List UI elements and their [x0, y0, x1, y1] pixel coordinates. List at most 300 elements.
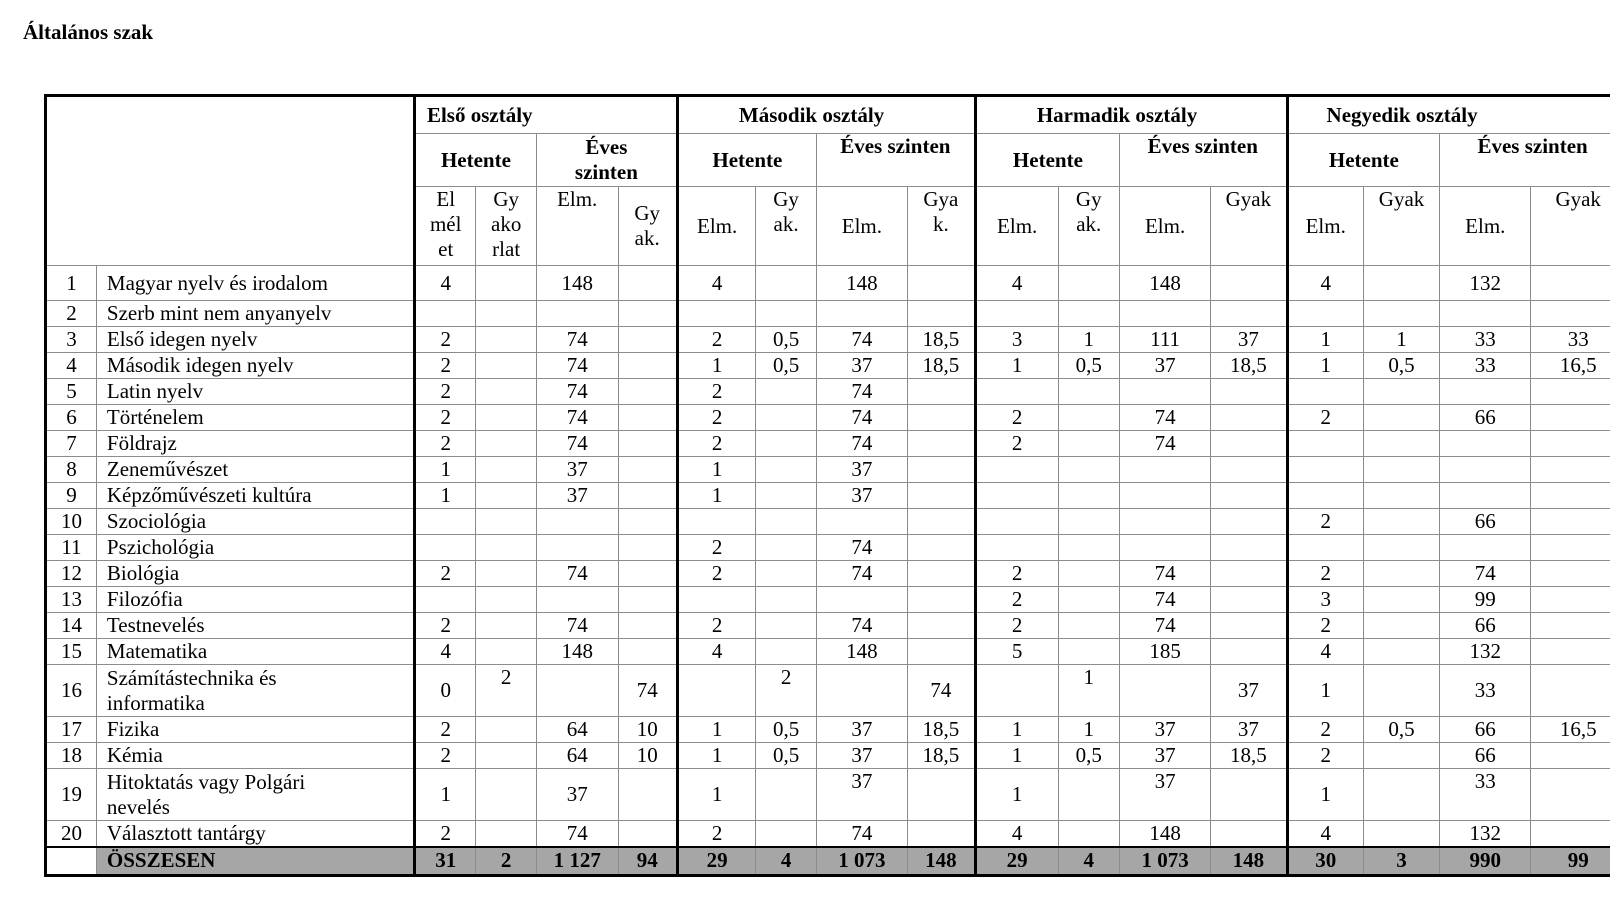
cell-value: 74	[1120, 587, 1211, 613]
total-row	[46, 847, 1610, 875]
cell-value	[1058, 639, 1119, 665]
cell-value	[476, 509, 536, 535]
cell-value	[1211, 483, 1287, 509]
subheader-g3-4: Gyak	[1211, 187, 1287, 266]
cell-value: 2	[414, 431, 475, 457]
cell-value: 1	[1287, 769, 1363, 821]
cell-value	[756, 457, 816, 483]
cell-value	[1440, 457, 1531, 483]
row-number: 11	[46, 535, 97, 561]
total-value: 2	[476, 847, 536, 875]
cell-value	[1363, 535, 1439, 561]
cell-value: 33	[1531, 327, 1610, 353]
cell-value	[1531, 405, 1610, 431]
cell-value	[1120, 379, 1211, 405]
cell-value	[476, 379, 536, 405]
cell-value: 2	[677, 821, 755, 848]
cell-value	[677, 301, 755, 327]
cell-value: 74	[618, 665, 677, 717]
subject-name: Magyar nyelv és irodalom	[96, 266, 414, 301]
cell-value: 37	[536, 769, 618, 821]
cell-value: 37	[816, 483, 907, 509]
cell-value: 74	[816, 561, 907, 587]
cell-value	[476, 561, 536, 587]
cell-value	[618, 327, 677, 353]
cell-value	[476, 613, 536, 639]
cell-value	[476, 769, 536, 821]
cell-value	[1058, 483, 1119, 509]
cell-value	[1531, 665, 1610, 717]
cell-value	[756, 266, 816, 301]
cell-value	[1287, 301, 1363, 327]
cell-value	[1058, 405, 1119, 431]
cell-value: 148	[536, 266, 618, 301]
cell-value	[1120, 665, 1211, 717]
cell-value: 0,5	[1058, 743, 1119, 769]
cell-value: 2	[975, 613, 1058, 639]
row-number: 19	[46, 769, 97, 821]
cell-value: 66	[1440, 509, 1531, 535]
subheader-g2-1: Elm.	[677, 187, 755, 266]
cell-value: 33	[1440, 665, 1531, 717]
cell-value: 33	[1440, 353, 1531, 379]
cell-value	[476, 301, 536, 327]
group-header-first: Első osztály	[414, 96, 677, 134]
subheader-g4-2: Gyak	[1363, 187, 1439, 266]
table-row	[46, 379, 1610, 405]
cell-value	[618, 301, 677, 327]
cell-value	[975, 535, 1058, 561]
table-row	[46, 535, 1610, 561]
cell-value	[618, 639, 677, 665]
cell-value	[816, 301, 907, 327]
cell-value	[1440, 535, 1531, 561]
cell-value: 74	[1120, 613, 1211, 639]
total-value: 29	[975, 847, 1058, 875]
cell-value	[536, 535, 618, 561]
cell-value	[1531, 509, 1610, 535]
cell-value	[1531, 379, 1610, 405]
cell-value: 0	[414, 665, 475, 717]
cell-value	[1120, 509, 1211, 535]
cell-value	[816, 587, 907, 613]
cell-value	[1287, 379, 1363, 405]
table-row	[46, 405, 1610, 431]
cell-value	[618, 266, 677, 301]
cell-value	[816, 509, 907, 535]
cell-value	[476, 431, 536, 457]
page-title: Általános szak	[23, 20, 154, 44]
cell-value: 74	[1120, 431, 1211, 457]
subheader-g3-2: Gy ak.	[1058, 187, 1119, 266]
table-row	[46, 431, 1610, 457]
subheader-g1-3: Elm.	[536, 187, 618, 266]
cell-value	[618, 509, 677, 535]
cell-value	[476, 266, 536, 301]
cell-value: 0,5	[1058, 353, 1119, 379]
cell-value	[1440, 483, 1531, 509]
cell-value: 10	[618, 743, 677, 769]
total-value: 3	[1363, 847, 1439, 875]
cell-value	[1211, 509, 1287, 535]
total-value: 29	[677, 847, 755, 875]
subject-name: Szociológia	[96, 509, 414, 535]
table-row	[46, 301, 1610, 327]
cell-value: 99	[1440, 587, 1531, 613]
subheader-g3-1: Elm.	[975, 187, 1058, 266]
cell-value	[907, 431, 975, 457]
cell-value	[1058, 587, 1119, 613]
cell-value	[1363, 587, 1439, 613]
annual-header-1: Éves szinten	[536, 134, 677, 187]
cell-value	[1058, 561, 1119, 587]
total-value: 4	[756, 847, 816, 875]
cell-value	[756, 483, 816, 509]
cell-value: 185	[1120, 639, 1211, 665]
row-number: 12	[46, 561, 97, 587]
curriculum-table	[44, 94, 1610, 877]
subject-name: Biológia	[96, 561, 414, 587]
table-row	[46, 665, 1610, 717]
subject-name: Zeneművészet	[96, 457, 414, 483]
cell-value	[677, 587, 755, 613]
cell-value	[1211, 769, 1287, 821]
cell-value	[1363, 301, 1439, 327]
cell-value	[1058, 457, 1119, 483]
cell-value: 1	[677, 769, 755, 821]
cell-value	[476, 717, 536, 743]
cell-value	[1440, 431, 1531, 457]
total-label: ÖSSZESEN	[96, 847, 414, 875]
cell-value: 148	[536, 639, 618, 665]
table-row	[46, 639, 1610, 665]
subheader-g1-1: El mél et	[414, 187, 475, 266]
cell-value	[536, 301, 618, 327]
cell-value	[1363, 509, 1439, 535]
cell-value	[975, 379, 1058, 405]
cell-value	[1287, 431, 1363, 457]
cell-value: 37	[1120, 717, 1211, 743]
cell-value	[1120, 535, 1211, 561]
subheader-g4-3: Elm.	[1440, 187, 1531, 266]
cell-value: 74	[536, 405, 618, 431]
cell-value: 2	[1287, 743, 1363, 769]
cell-value: 66	[1440, 613, 1531, 639]
total-value: 4	[1058, 847, 1119, 875]
cell-value	[1531, 769, 1610, 821]
row-number: 4	[46, 353, 97, 379]
cell-value: 1	[414, 457, 475, 483]
cell-value: 74	[536, 561, 618, 587]
cell-value	[1363, 561, 1439, 587]
cell-value	[1211, 821, 1287, 848]
cell-value: 66	[1440, 743, 1531, 769]
cell-value: 1	[1287, 353, 1363, 379]
cell-value: 37	[536, 457, 618, 483]
cell-value	[756, 535, 816, 561]
cell-value: 37	[1211, 327, 1287, 353]
cell-value	[1120, 457, 1211, 483]
cell-value	[1440, 379, 1531, 405]
cell-value	[1363, 405, 1439, 431]
cell-value	[1531, 483, 1610, 509]
subject-name: Második idegen nyelv	[96, 353, 414, 379]
cell-value: 2	[414, 405, 475, 431]
cell-value: 2	[677, 613, 755, 639]
cell-value: 74	[536, 379, 618, 405]
cell-value: 74	[536, 431, 618, 457]
cell-value: 1	[975, 717, 1058, 743]
cell-value	[476, 821, 536, 848]
cell-value	[1058, 379, 1119, 405]
row-number: 1	[46, 266, 97, 301]
cell-value: 1	[677, 483, 755, 509]
group-header-third: Harmadik osztály	[975, 96, 1287, 134]
cell-value: 74	[816, 431, 907, 457]
row-number: 7	[46, 431, 97, 457]
cell-value	[618, 769, 677, 821]
cell-value: 37	[1120, 769, 1211, 821]
cell-value: 1	[677, 717, 755, 743]
row-number: 8	[46, 457, 97, 483]
cell-value	[1058, 301, 1119, 327]
row-number: 2	[46, 301, 97, 327]
cell-value	[1363, 483, 1439, 509]
cell-value	[476, 327, 536, 353]
cell-value: 64	[536, 743, 618, 769]
cell-value	[816, 665, 907, 717]
cell-value: 37	[536, 483, 618, 509]
cell-value	[1531, 561, 1610, 587]
total-value: 990	[1440, 847, 1531, 875]
cell-value: 1	[414, 483, 475, 509]
cell-value	[1531, 301, 1610, 327]
cell-value: 132	[1440, 821, 1531, 848]
cell-value: 74	[1120, 561, 1211, 587]
cell-value	[1363, 457, 1439, 483]
cell-value	[907, 457, 975, 483]
cell-value	[476, 457, 536, 483]
cell-value	[907, 379, 975, 405]
cell-value: 4	[414, 266, 475, 301]
cell-value	[476, 639, 536, 665]
table-row	[46, 587, 1610, 613]
cell-value	[414, 301, 475, 327]
row-number: 16	[46, 665, 97, 717]
cell-value	[618, 483, 677, 509]
subject-name: Választott tantárgy	[96, 821, 414, 848]
cell-value	[1531, 535, 1610, 561]
cell-value	[756, 431, 816, 457]
cell-value: 0,5	[756, 717, 816, 743]
cell-value: 1	[1363, 327, 1439, 353]
cell-value	[1120, 301, 1211, 327]
row-number: 3	[46, 327, 97, 353]
cell-value	[1058, 509, 1119, 535]
cell-value: 33	[1440, 769, 1531, 821]
cell-value	[1531, 639, 1610, 665]
table-row	[46, 613, 1610, 639]
subheader-g1-2: Gy ako rlat	[476, 187, 536, 266]
cell-value	[1531, 743, 1610, 769]
cell-value	[618, 431, 677, 457]
total-value: 30	[1287, 847, 1363, 875]
subheader-g4-1: Elm.	[1287, 187, 1363, 266]
cell-value	[756, 639, 816, 665]
cell-value: 74	[816, 405, 907, 431]
subject-name: Testnevelés	[96, 613, 414, 639]
cell-value: 74	[816, 821, 907, 848]
cell-value	[907, 301, 975, 327]
cell-value: 2	[414, 743, 475, 769]
cell-value: 1	[975, 769, 1058, 821]
cell-value: 2	[677, 535, 755, 561]
cell-value: 111	[1120, 327, 1211, 353]
cell-value: 0,5	[756, 743, 816, 769]
cell-value: 2	[677, 405, 755, 431]
row-number: 17	[46, 717, 97, 743]
cell-value: 0,5	[1363, 353, 1439, 379]
cell-value: 1	[1058, 327, 1119, 353]
cell-value: 37	[1120, 743, 1211, 769]
table-row	[46, 769, 1610, 821]
table-row	[46, 266, 1610, 301]
cell-value	[907, 769, 975, 821]
cell-value: 2	[1287, 717, 1363, 743]
cell-value: 74	[816, 379, 907, 405]
annual-header-2: Éves szinten	[816, 134, 975, 187]
cell-value	[1058, 266, 1119, 301]
cell-value	[476, 405, 536, 431]
cell-value: 2	[1287, 613, 1363, 639]
cell-value: 74	[1120, 405, 1211, 431]
weekly-header-3: Hetente	[975, 134, 1119, 187]
cell-value: 2	[975, 587, 1058, 613]
cell-value: 1	[1287, 665, 1363, 717]
cell-value	[476, 483, 536, 509]
total-blank-cell	[46, 847, 97, 875]
cell-value	[1211, 457, 1287, 483]
cell-value	[618, 457, 677, 483]
cell-value: 2	[975, 431, 1058, 457]
table-row	[46, 457, 1610, 483]
cell-value: 16,5	[1531, 717, 1610, 743]
cell-value: 148	[1120, 821, 1211, 848]
cell-value	[907, 535, 975, 561]
cell-value: 37	[816, 743, 907, 769]
group-header-second: Második osztály	[677, 96, 975, 134]
total-value: 99	[1531, 847, 1610, 875]
table-row	[46, 483, 1610, 509]
cell-value	[975, 665, 1058, 717]
cell-value	[1211, 639, 1287, 665]
cell-value	[1058, 535, 1119, 561]
cell-value: 74	[536, 613, 618, 639]
cell-value: 2	[414, 821, 475, 848]
cell-value: 1	[1058, 717, 1119, 743]
cell-value: 37	[1211, 665, 1287, 717]
cell-value: 37	[816, 457, 907, 483]
cell-value	[907, 613, 975, 639]
cell-value: 1	[414, 769, 475, 821]
cell-value: 74	[816, 535, 907, 561]
table-row	[46, 353, 1610, 379]
cell-value	[1211, 561, 1287, 587]
cell-value: 18,5	[907, 353, 975, 379]
cell-value: 1	[1058, 665, 1119, 717]
cell-value: 37	[816, 717, 907, 743]
cell-value	[975, 483, 1058, 509]
cell-value: 148	[816, 266, 907, 301]
cell-value: 4	[677, 639, 755, 665]
cell-value: 64	[536, 717, 618, 743]
cell-value: 18,5	[907, 743, 975, 769]
cell-value: 2	[975, 561, 1058, 587]
cell-value	[1211, 613, 1287, 639]
subheader-g1-4: Gy ak.	[618, 187, 677, 266]
cell-value	[756, 769, 816, 821]
cell-value	[476, 587, 536, 613]
cell-value: 2	[677, 431, 755, 457]
cell-value: 1	[677, 353, 755, 379]
cell-value: 10	[618, 717, 677, 743]
cell-value	[414, 509, 475, 535]
total-value: 1 073	[1120, 847, 1211, 875]
cell-value	[1363, 431, 1439, 457]
cell-value	[1363, 379, 1439, 405]
weekly-header-4: Hetente	[1287, 134, 1440, 187]
cell-value	[618, 587, 677, 613]
row-number: 13	[46, 587, 97, 613]
cell-value	[1058, 821, 1119, 848]
cell-value	[476, 743, 536, 769]
cell-value	[1211, 405, 1287, 431]
cell-value: 2	[756, 665, 816, 717]
cell-value	[618, 561, 677, 587]
cell-value: 2	[975, 405, 1058, 431]
annual-header-4: Éves szinten	[1440, 134, 1610, 187]
total-value: 1 127	[536, 847, 618, 875]
group-header-fourth: Negyedik osztály	[1287, 96, 1610, 134]
subject-name: Matematika	[96, 639, 414, 665]
table-row	[46, 821, 1610, 848]
cell-value	[476, 353, 536, 379]
subject-name: Földrajz	[96, 431, 414, 457]
cell-value	[1531, 821, 1610, 848]
subject-name: Kémia	[96, 743, 414, 769]
cell-value: 2	[414, 613, 475, 639]
cell-value	[1287, 483, 1363, 509]
table-row	[46, 743, 1610, 769]
cell-value: 74	[536, 353, 618, 379]
weekly-header-2: Hetente	[677, 134, 816, 187]
cell-value	[1058, 431, 1119, 457]
cell-value	[1211, 379, 1287, 405]
cell-value	[1058, 769, 1119, 821]
cell-value: 4	[414, 639, 475, 665]
cell-value	[756, 587, 816, 613]
subheader-g4-4: Gyak	[1531, 187, 1610, 266]
total-value: 31	[414, 847, 475, 875]
subject-name: Fizika	[96, 717, 414, 743]
cell-value	[536, 665, 618, 717]
cell-value	[1363, 613, 1439, 639]
cell-value	[1363, 266, 1439, 301]
subject-name: Hitoktatás vagy Polgári nevelés	[96, 769, 414, 821]
cell-value: 2	[414, 379, 475, 405]
cell-value	[907, 405, 975, 431]
cell-value	[907, 509, 975, 535]
